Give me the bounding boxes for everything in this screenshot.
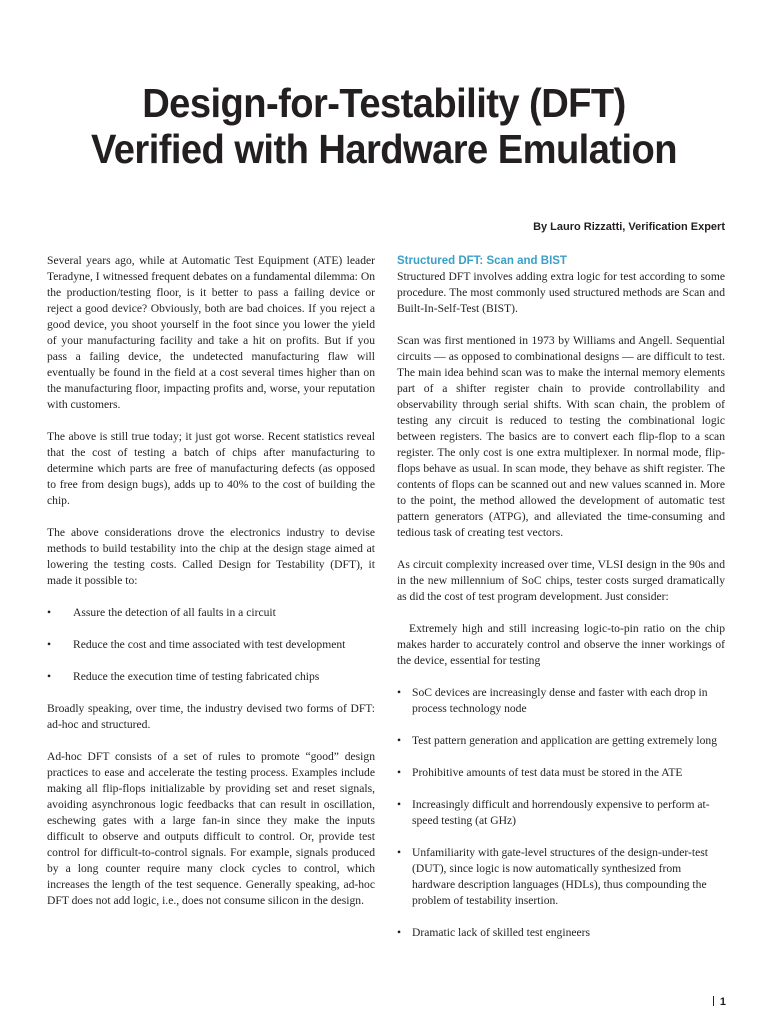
left-column bbox=[47, 253, 375, 925]
list-item: • Prohibitive amounts of test data must be stored in the ATE bbox=[397, 765, 725, 781]
page-number-value: 1 bbox=[719, 996, 726, 1008]
complexity-issues-list bbox=[397, 685, 725, 941]
title-line-2: Verified with Hardware Emulation bbox=[90, 126, 678, 172]
list-item: • Increasingly difficult and horrendously expensive to perform at-speed testing (at GHz) bbox=[397, 797, 725, 829]
list-item: • Reduce the execution time of testing fabricated chips bbox=[47, 669, 375, 685]
list-item: • Reduce the cost and time associated with test development bbox=[47, 637, 375, 653]
page-title bbox=[27, 80, 741, 172]
list-item: • Unfamiliarity with gate-level structures of the design-under-test (DUT), since logic is now automatically synthesized from hardware description languages (HDLs), thus compounding the problem of testability insertion. bbox=[397, 845, 725, 909]
page-number bbox=[713, 996, 726, 1008]
paragraph: Structured DFT involves adding extra logic for test according to some procedure. The most commonly used structured methods are Scan and Built-In-Self-Test (BIST). bbox=[397, 270, 725, 315]
list-item: • Test pattern generation and application are getting extremely long bbox=[397, 733, 725, 749]
paragraph: As circuit complexity increased over time, VLSI design in the 90s and in the new millennium of SoC chips, tester costs surged dramatically as did the cost of test program development. Just consider: bbox=[397, 558, 725, 603]
paragraph: Scan was first mentioned in 1973 by Williams and Angell. Sequential circuits –– as opposed to combinational designs –– are difficult to test. The main idea behind scan was to make the internal memory elements part of a shifter register chain to provide controllability and observability through serial shifts. With scan chain, the problem of testing any circuit is reduced to testing the combinational logic between registers. The basics are to convert each flip-flop to a scan register. The only cost is one extra multiplexer. In normal mode, flip-flops behave as usual. In scan mode, they behave as shift register. The contents of flops can be scanned out and new values scanned in. More to the point, the method allowed the development of automatic test pattern generators (ATPG), and alleviated the time-consuming and tedious task of creating test vectors. bbox=[397, 334, 725, 539]
section-heading: Structured DFT: Scan and BIST bbox=[397, 255, 567, 267]
paragraph: Extremely high and still increasing logic-to-pin ratio on the chip makes harder to accurately control and observe the inner workings of the device, essential for testing bbox=[397, 622, 725, 667]
right-column bbox=[397, 253, 725, 957]
dft-goals-list bbox=[47, 605, 375, 685]
list-item: • Dramatic lack of skilled test engineers bbox=[397, 925, 725, 941]
title-line-1: Design-for-Testability (DFT) bbox=[142, 80, 626, 126]
list-item: • SoC devices are increasingly dense and faster with each drop in process technology node bbox=[397, 685, 725, 717]
paragraph: The above is still true today; it just got worse. Recent statistics reveal that the cost of testing a batch of chips after manufacturing to determine which parts are free of manufacturing defects (as opposed to free from design bugs), adds up to 40% to the cost of building the chip. bbox=[47, 430, 375, 507]
page-number-divider bbox=[713, 996, 714, 1006]
paragraph: The above considerations drove the electronics industry to devise methods to build testability into the chip at the design stage aimed at lowering the testing costs. Called Design for Testability (DFT), it made it possible to: bbox=[47, 526, 375, 587]
paragraph: Several years ago, while at Automatic Test Equipment (ATE) leader Teradyne, I witnessed frequent debates on a fundamental dilemma: On the production/testing floor, is it better to pass a failing device or reject a good device? Obviously, both are bad choices. If you reject a good device, you shoot yourself in the foot since you lower the yield of your manufacturing facility and take a hit on profits. But if you pass a failing device, the undetected manufacturing flaw will eventually be found in the field at a cost several times higher than on the manufacturing floor, impacting profits and, worse, your reputation with customers. bbox=[47, 254, 375, 411]
list-item: • Assure the detection of all faults in a circuit bbox=[47, 605, 375, 621]
paragraph: Broadly speaking, over time, the industry devised two forms of DFT: ad-hoc and structured. bbox=[47, 702, 375, 731]
paragraph: Ad-hoc DFT consists of a set of rules to promote “good” design practices to ease and accelerate the testing process. Examples include making all flip-flops initializable by providing set and reset signals, avoiding asynchronous logic feedbacks that can result in oscillation, eschewing gates with a large fan-in since they make the inputs difficult to observe and outputs difficult to control. Or, provide test control for difficult-to-control signals. For example, signals produced by a long counter require many clock cycles to control, which increases the length of the test sequence. Generally speaking, ad-hoc DFT does not add logic, i.e., does not consume silicon in the design. bbox=[47, 750, 375, 907]
author-byline: By Lauro Rizzatti, Verification Expert bbox=[533, 221, 725, 233]
